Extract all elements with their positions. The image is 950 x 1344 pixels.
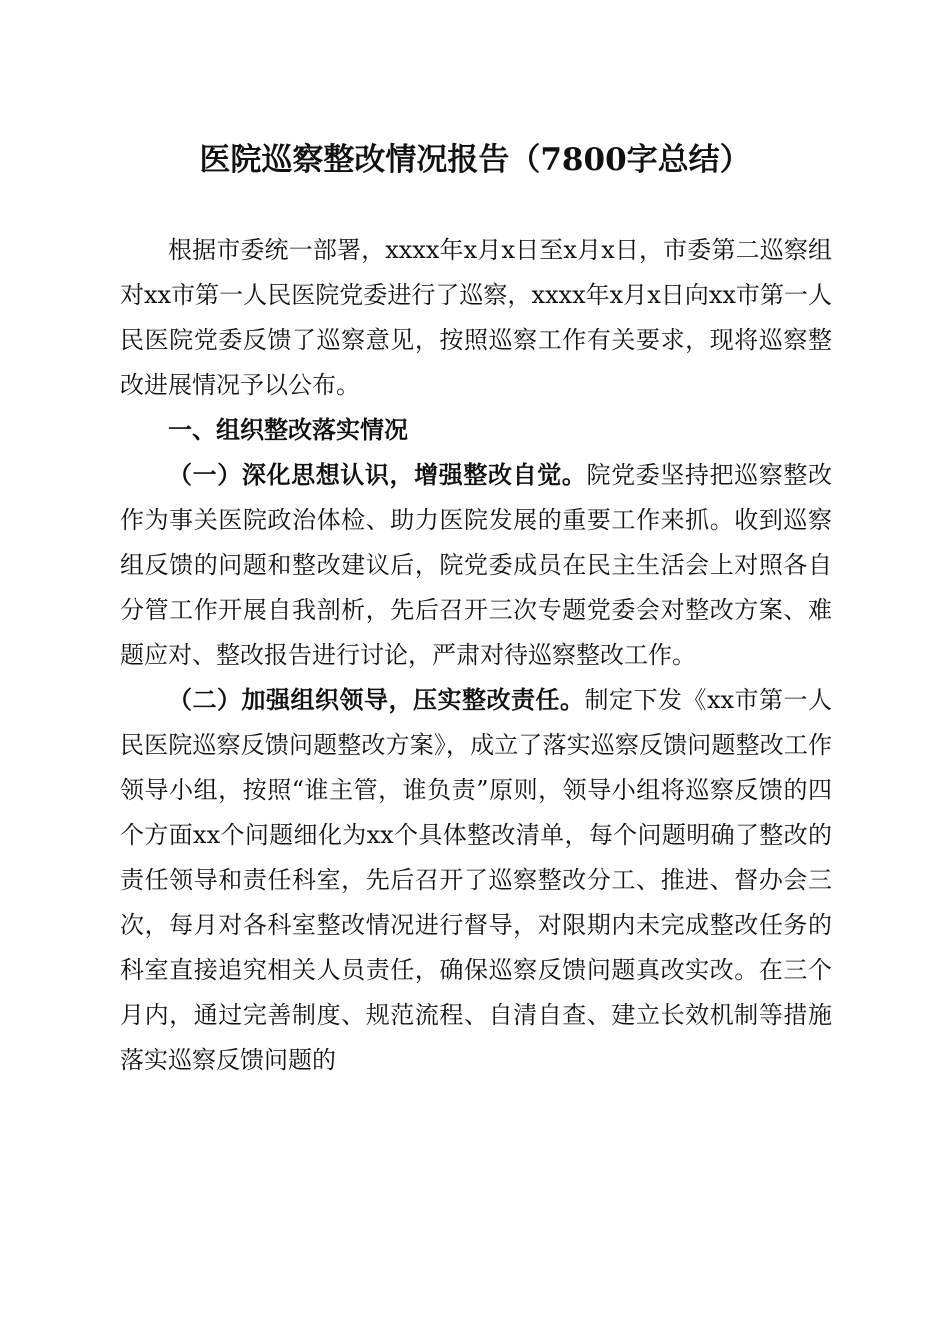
subsection-lead-1: （一）深化思想认识，增强整改自觉。 bbox=[168, 461, 587, 489]
subsection-lead-2: （二）加强组织领导，压实整改责任。 bbox=[168, 686, 585, 714]
section-heading: 一、组织整改落实情况 bbox=[168, 416, 408, 444]
document-body bbox=[120, 228, 832, 1083]
intro-paragraph: 根据市委统一部署，xxxx年x月x日至x月x日，市委第二巡察组对xx市第一人民医院党委进行了巡察，xxxx年x月x日向xx市第一人民医院党委反馈了巡察意见，按照巡察工作有关要求，现将巡察整改进展情况予以公布。 bbox=[120, 236, 832, 399]
subsection-text-1: 院党委坚持把巡察整改作为事关医院政治体检、助力医院发展的重要工作来抓。收到巡察组反馈的问题和整改建议后，院党委成员在民主生活会上对照各自分管工作开展自我剖析，先后召开三次专题党委会对整改方案、难题应对、整改报告进行讨论，严肃对待巡察整改工作。 bbox=[120, 461, 833, 669]
subsection-paragraph-2 bbox=[120, 678, 832, 1083]
subsection-text-2: 制定下发《xx市第一人民医院巡察反馈问题整改方案》，成立了落实巡察反馈问题整改工作领导小组，按照“谁主管，谁负责”原则，领导小组将巡察反馈的四个方面xx个问题细化为xx个具体整改清单，每个问题明确了整改的责任领导和责任科室，先后召开了巡察整改分工、推进、督办会三次，每月对各科室整改情况进行督导，对限期内未完成整改任务的科室直接追究相关人员责任，确保巡察反馈问题真改实改。在三个月内，通过完善制度、规范流程、自清自查、建立长效机制等措施落实巡察反馈问题的 bbox=[120, 686, 832, 1074]
document-title: 医院巡察整改情况报告（7800字总结） bbox=[199, 142, 751, 178]
subsection-paragraph-1 bbox=[120, 453, 832, 678]
